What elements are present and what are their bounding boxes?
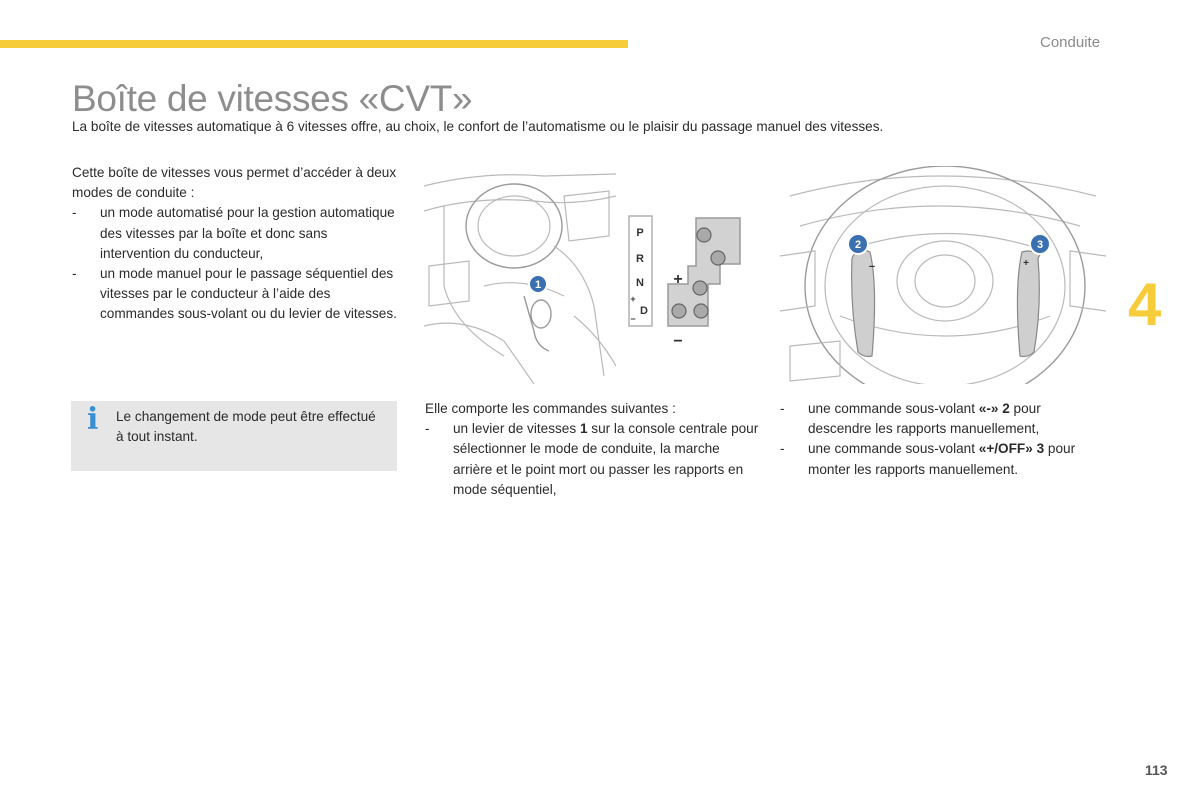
command-text: sur la console centrale pour sélectionner le mode de conduite, la marche arrière et le point mort ou passer les rapports en mode séquentiel, bbox=[453, 421, 759, 497]
gear-gate-diagram bbox=[624, 214, 744, 348]
command-ref: «-» 2 bbox=[978, 401, 1010, 416]
callout-1: 1 bbox=[534, 279, 542, 291]
commands-list-continued bbox=[780, 399, 1100, 480]
gear-lever-illustration bbox=[424, 166, 616, 384]
info-icon: i bbox=[87, 402, 99, 437]
paddle-plus-label: + bbox=[1023, 258, 1029, 269]
chapter-number: 4 bbox=[1128, 271, 1162, 338]
gate-small-minus: − bbox=[630, 314, 636, 324]
gate-plus: + bbox=[673, 271, 683, 288]
gate-letter-d: D bbox=[640, 305, 648, 317]
command-text: une commande sous-volant bbox=[808, 401, 979, 416]
intro-list bbox=[72, 203, 397, 324]
command-item-minus-paddle bbox=[780, 399, 1100, 439]
section-title: Conduite bbox=[1040, 34, 1101, 51]
page-number: 113 bbox=[1145, 762, 1168, 778]
page-title: Boîte de vitesses «CVT» bbox=[72, 78, 473, 119]
callout-2: 2 bbox=[854, 239, 862, 251]
command-item-plus-paddle bbox=[780, 439, 1100, 479]
page-subtitle: La boîte de vitesses automatique à 6 vitesses offre, au choix, le confort de l’automatisme ou le plaisir du passage manuel des vitesses. bbox=[72, 119, 884, 134]
command-text: pour monter les rapports manuellement. bbox=[808, 441, 1076, 477]
commands-text bbox=[425, 399, 760, 500]
gate-small-plus: + bbox=[630, 294, 636, 304]
command-ref: 1 bbox=[579, 421, 588, 437]
gate-letter-p: P bbox=[636, 227, 644, 239]
header-accent-bar bbox=[0, 40, 628, 48]
command-text: une commande sous-volant bbox=[808, 441, 979, 457]
command-ref: «+/OFF» 3 bbox=[978, 441, 1045, 457]
intro-text bbox=[72, 163, 397, 325]
intro-item-auto: - un mode automatisé pour la gestion automatique des vitesses par la boîte et donc sans intervention du conducteur, bbox=[72, 203, 397, 264]
intro-item-manual: - un mode manuel pour le passage séquentiel des vitesses par le conducteur à l’aide des commandes sous-volant ou du levier de vitesses. bbox=[72, 264, 397, 325]
gate-minus: − bbox=[673, 333, 683, 348]
callout-3: 3 bbox=[1036, 239, 1044, 251]
info-text: Le changement de mode peut être effectué à tout instant. bbox=[116, 409, 376, 445]
commands-lead: Elle comporte les commandes suivantes : bbox=[425, 401, 676, 416]
commands-list bbox=[425, 419, 760, 500]
gate-letter-n: N bbox=[636, 277, 644, 289]
intro-lead: Cette boîte de vitesses vous permet d’accéder à deux modes de conduite : bbox=[72, 165, 397, 201]
gate-letter-r: R bbox=[636, 253, 644, 265]
command-text: pour descendre les rapports manuellement, bbox=[808, 401, 1041, 437]
paddle-minus-label: − bbox=[868, 261, 876, 273]
commands-text-continued bbox=[780, 399, 1100, 480]
command-text: un levier de vitesses bbox=[453, 421, 580, 437]
command-item-lever bbox=[425, 419, 760, 500]
steering-paddles-illustration bbox=[780, 166, 1106, 384]
